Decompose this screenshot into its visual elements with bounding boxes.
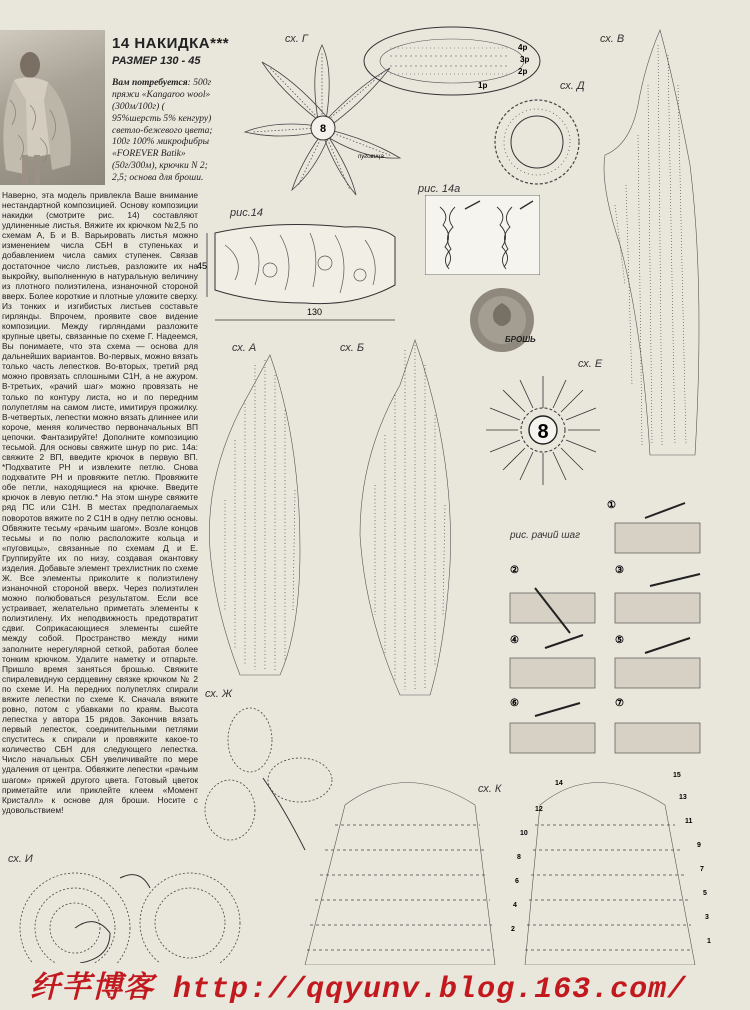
materials-block	[112, 78, 214, 185]
figure-14-label: рис.14	[230, 207, 264, 219]
scheme-k-row-11: 11	[685, 818, 693, 825]
scheme-b-leaf-diagram	[345, 335, 475, 700]
pattern-title: 14 НАКИДКА***	[112, 35, 230, 52]
figure-14a-cord-drawing	[425, 195, 540, 275]
figure-14-cape-drawing	[195, 215, 410, 335]
scheme-i-spiral-diagram	[0, 858, 250, 963]
instructions-paragraph: Наверно, эта модель привлекла Ваше внимание нестандартной композицией. Основу композиции накидки (смотрите рис. 14) составляют удлиненные листья. Вяжите их крючком №2,5 по схемам А, Б и В. Варьировать листья можно изменением числа СБН в ступеньках и добавлением числа самих ступенек. Связав достаточное число листьев, разложите их на выкройку, выполненную в натуральную величину из плотного полиэтилена, изнаночной стороной вверх. Более короткие и плотные уложите сверху. Из тонких и изгибистых листьев составьте гирлянды. Впрочем, проявите свое видение композиции. Между гирляндами разложите крупные цветы, связанные по схеме Г. Надеемся, Вы понимаете, что эта схема — основа для дальнейших вариантов. Во-первых, можно вязать только часть лепестков. Во-вторых, третий ряд можно провязать сплошными С1Н, а не ажуром. В-третьих, «рачий шаг» можно провязать не только по контуру листа, но и по передним полупетлям на самом листе, имитируя прожилку. В-четвертых, лепестки можно вязать длиннее или короче, меняя количество первоначальных ВП цепочки. Фантазируйте! Дополните композицию тесьмой. Для основы свяжите шнур по рис. 14а: свяжите 2 ВП, введите крючок в первую ВП. *Подхватите РН и извлеките петлю. Снова подхватите РН и провяжите петлю. Провяжите обе петли, находящиеся на крючке. Введите крючок в левую петлю.* На этом шнуре свяжите ряд ПС или С1Н. В местах предполагаемых поворотов вяжите по 2 С1Н в одну петлю основы. Обвяжите тесьму «рачьим шагом». Возле концов тесьмы и по полю расположите кольца и «пуговицы», связанные по схемам Д и Е. Группируйте их по низу, создавая окантовку изделия. Добавьте элемент трехлистник по схеме Ж. Все элементы приколите к полиэтилену изнаночной стороной вверх. Через полиэтилен можно полюбоваться результатом. Если все устраивает, желательно приметать элементы к полиэтилену. Их неподвижность предотвратит сдвиг. Соприкасающиеся элементы сшейте между собой. Пространство между ними заполните нерегулярной сеткой, работая более тонким крючком. Удалите наметку и отпарьте. Пришло время заняться брошью. Свяжите спиралевидную сердцевину связке крючком № 2 по схеме И. На передних полупетлях спирали вяжите лепестки по схеме К. Сначала вяжите ровно, потом с убавками по краям. Высота лепестка у автора 15 рядов. Закончив вязать первый лепесток, соединительными петлями спуститесь к спирали и провяжите какое-то количество СБН для следующего лепестка. Число начальных СБН увеличивайте по мере удаления от центра. Обвяжите лепестки «рачьим шагом» пряжей другого цвета. Готовый цветок приметайте или приклейте клеем «Момент Кристалл» к основе для броши. Носите с удовольствием!	[2, 190, 198, 815]
scheme-k-row-1: 1	[707, 938, 711, 945]
scheme-k-petal-diagrams	[295, 765, 715, 965]
watermark	[30, 962, 686, 1007]
crab-step-label: рис. рачий шаг	[510, 530, 581, 541]
crab-step-5-number: ⑤	[615, 635, 624, 646]
scheme-k-row-14: 14	[555, 780, 563, 787]
scheme-k-row-5: 5	[703, 890, 707, 897]
crab-step-drawings	[505, 498, 745, 768]
scheme-k-row-10: 10	[520, 830, 528, 837]
scheme-v-leaf-diagram	[590, 25, 750, 465]
scheme-g-center-number: 8	[319, 123, 327, 135]
scheme-k-row-2: 2	[511, 926, 515, 933]
scheme-zh-label: сх. Ж	[205, 688, 232, 700]
scheme-a-leaf-diagram	[200, 350, 335, 680]
scheme-k-row-3: 3	[705, 914, 709, 921]
scheme-k-row-12: 12	[535, 806, 543, 813]
scheme-e-button-diagram	[478, 368, 608, 493]
watermark-url: http://qqyunv.blog.163.com/	[173, 973, 687, 1007]
scheme-e-center-number: 8	[537, 421, 549, 443]
scheme-k-label: сх. К	[478, 783, 502, 795]
scheme-i-label: сх. И	[8, 853, 33, 865]
scheme-k-row-6: 6	[515, 878, 519, 885]
scheme-k-row-7: 7	[700, 866, 704, 873]
scheme-g-row-1: 1р	[478, 81, 488, 90]
scheme-g-label: сх. Г	[285, 33, 308, 45]
brooch-label: БРОШЬ	[505, 335, 536, 344]
scheme-k-row-13: 13	[679, 794, 687, 801]
crab-step-4-number: ④	[510, 635, 519, 646]
crab-step-1-number: ①	[607, 500, 616, 511]
materials-lead: Вам потребуется	[112, 78, 188, 88]
instructions-text	[2, 190, 198, 815]
scheme-k-row-15: 15	[673, 772, 681, 779]
scheme-k-row-4: 4	[513, 902, 517, 909]
scheme-v-label: сх. В	[600, 33, 625, 45]
button-label: пуговица	[358, 154, 384, 160]
scheme-e-label: сх. Е	[578, 358, 603, 370]
scheme-g-row-4: 4р	[518, 43, 528, 52]
crab-step-3-number: ③	[615, 565, 624, 576]
pattern-size: РАЗМЕР 130 - 45	[112, 55, 201, 67]
crab-step-7-number: ⑦	[615, 698, 624, 709]
scheme-d-label: сх. Д	[560, 80, 585, 92]
figure-14-width: 130	[307, 307, 323, 317]
crab-step-6-number: ⑥	[510, 698, 519, 709]
scheme-g-petal-detail	[360, 22, 545, 100]
model-photo-illustration	[0, 30, 105, 185]
crab-step-2-number: ②	[510, 565, 519, 576]
watermark-chinese: 纤芊博客	[30, 973, 154, 1007]
scheme-b-label: сх. Б	[340, 342, 365, 354]
scheme-d-ring-diagram	[490, 95, 585, 190]
scheme-g-row-2: 2р	[518, 67, 528, 76]
figure-14-height: 45	[197, 261, 208, 271]
scheme-k-row-8: 8	[517, 854, 521, 861]
model-photo	[0, 30, 105, 185]
figure-14a-label: рис. 14а	[418, 183, 461, 195]
scheme-a-label: сх. А	[232, 342, 257, 354]
scheme-k-row-9: 9	[697, 842, 701, 849]
materials-text: : 500г пряжи «Kangaroo wool» (300м/100г) ( 95%шерсть 5% кенгуру) светло-бежевого цвета; 100г 100% микрофибры «FOREVER Batik» (50г/300м), крючки N 2; 2,5; основа для броши.	[112, 78, 213, 183]
scheme-g-row-3: 3р	[520, 55, 530, 64]
